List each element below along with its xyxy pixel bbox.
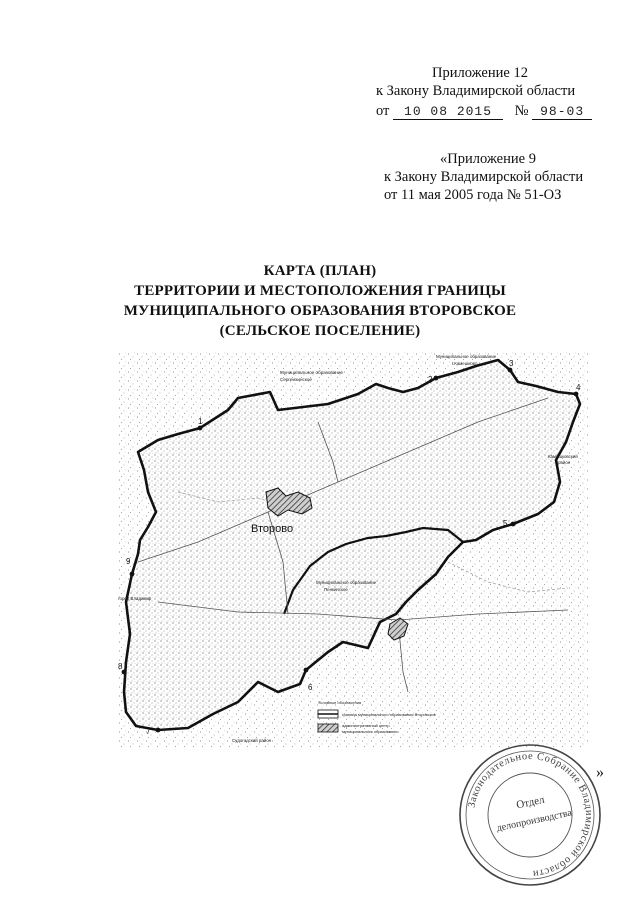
stamp-center-line1: Отдел [515, 793, 546, 812]
title-line3: МУНИЦИПАЛЬНОГО ОБРАЗОВАНИЯ ВТОРОВСКОЕ [123, 303, 517, 319]
legend-center-swatch [318, 724, 338, 732]
point-2-label: 2 [428, 375, 433, 384]
territory-map [118, 352, 588, 747]
appendix-prev-line1: «Приложение 9 [440, 151, 536, 167]
point-4-marker [574, 392, 579, 397]
point-6-label: 6 [308, 683, 313, 692]
document-title [0, 261, 640, 341]
date-value: 10 08 2015 [393, 105, 503, 120]
label-north-mo: Муниципальное образование [280, 370, 343, 375]
point-6-marker [304, 668, 309, 673]
vtorovo-label: Второво [251, 523, 294, 535]
label-west-city: город Владимир [118, 596, 152, 601]
legend-center-text2: муниципального образования [342, 729, 398, 734]
point-7-marker [156, 728, 161, 733]
stamp-ring-text: Законодательное Собрание Владимирской области [466, 750, 595, 880]
appendix-line1: Приложение 12 [432, 65, 528, 81]
appendix-prev-line2: к Закону Владимирской области [384, 169, 584, 185]
legend-boundary-text: граница муниципального образования Второвское [342, 712, 436, 717]
title-line2: ТЕРРИТОРИИ И МЕСТОПОЛОЖЕНИЯ ГРАНИЦЫ [134, 283, 506, 299]
point-9-marker [130, 572, 135, 577]
point-5-label: 5 [503, 519, 508, 528]
label-south-mo-name: Пенкинское [324, 587, 348, 592]
point-3-marker [508, 368, 513, 373]
appendix-line2: к Закону Владимирской области [376, 83, 576, 99]
number-value: 98-03 [532, 105, 592, 120]
appendix-date-line [376, 102, 592, 120]
number-sign: № [514, 103, 529, 119]
point-1-marker [198, 426, 203, 431]
point-3-label: 3 [509, 359, 514, 368]
closing-quote: » [596, 764, 604, 781]
point-5-marker [511, 522, 516, 527]
point-4-label: 4 [576, 383, 581, 392]
label-south-mo: Муниципальное образование [316, 580, 377, 585]
point-1-label: 1 [198, 417, 203, 426]
label-east-district2: район [558, 460, 571, 465]
label-north-mo-name: Сергеихинское [280, 377, 312, 382]
stamp-center-line2: делопроизводства [495, 807, 573, 835]
point-7-label: 7 [146, 727, 151, 736]
appendix-prev-line3: от 11 мая 2005 года № 51-ОЗ [384, 187, 562, 203]
label-south-district: Судогодский район [232, 738, 272, 743]
official-stamp [455, 740, 605, 890]
point-2-marker [434, 376, 439, 381]
legend-title: Условные обозначения [318, 700, 362, 705]
label-ne-mo-name: г.Камешково [452, 361, 478, 366]
point-9-label: 9 [126, 557, 131, 566]
point-8-label: 8 [118, 662, 123, 671]
title-line1: КАРТА (ПЛАН) [263, 263, 377, 279]
title-line4: (СЕЛЬСКОЕ ПОСЕЛЕНИЕ) [219, 323, 421, 339]
label-east-district: Камешковский [548, 454, 578, 459]
from-label: от [376, 103, 390, 119]
label-ne-mo: Муниципальное образование [436, 354, 497, 359]
legend-center-text: административный центр [342, 723, 390, 728]
